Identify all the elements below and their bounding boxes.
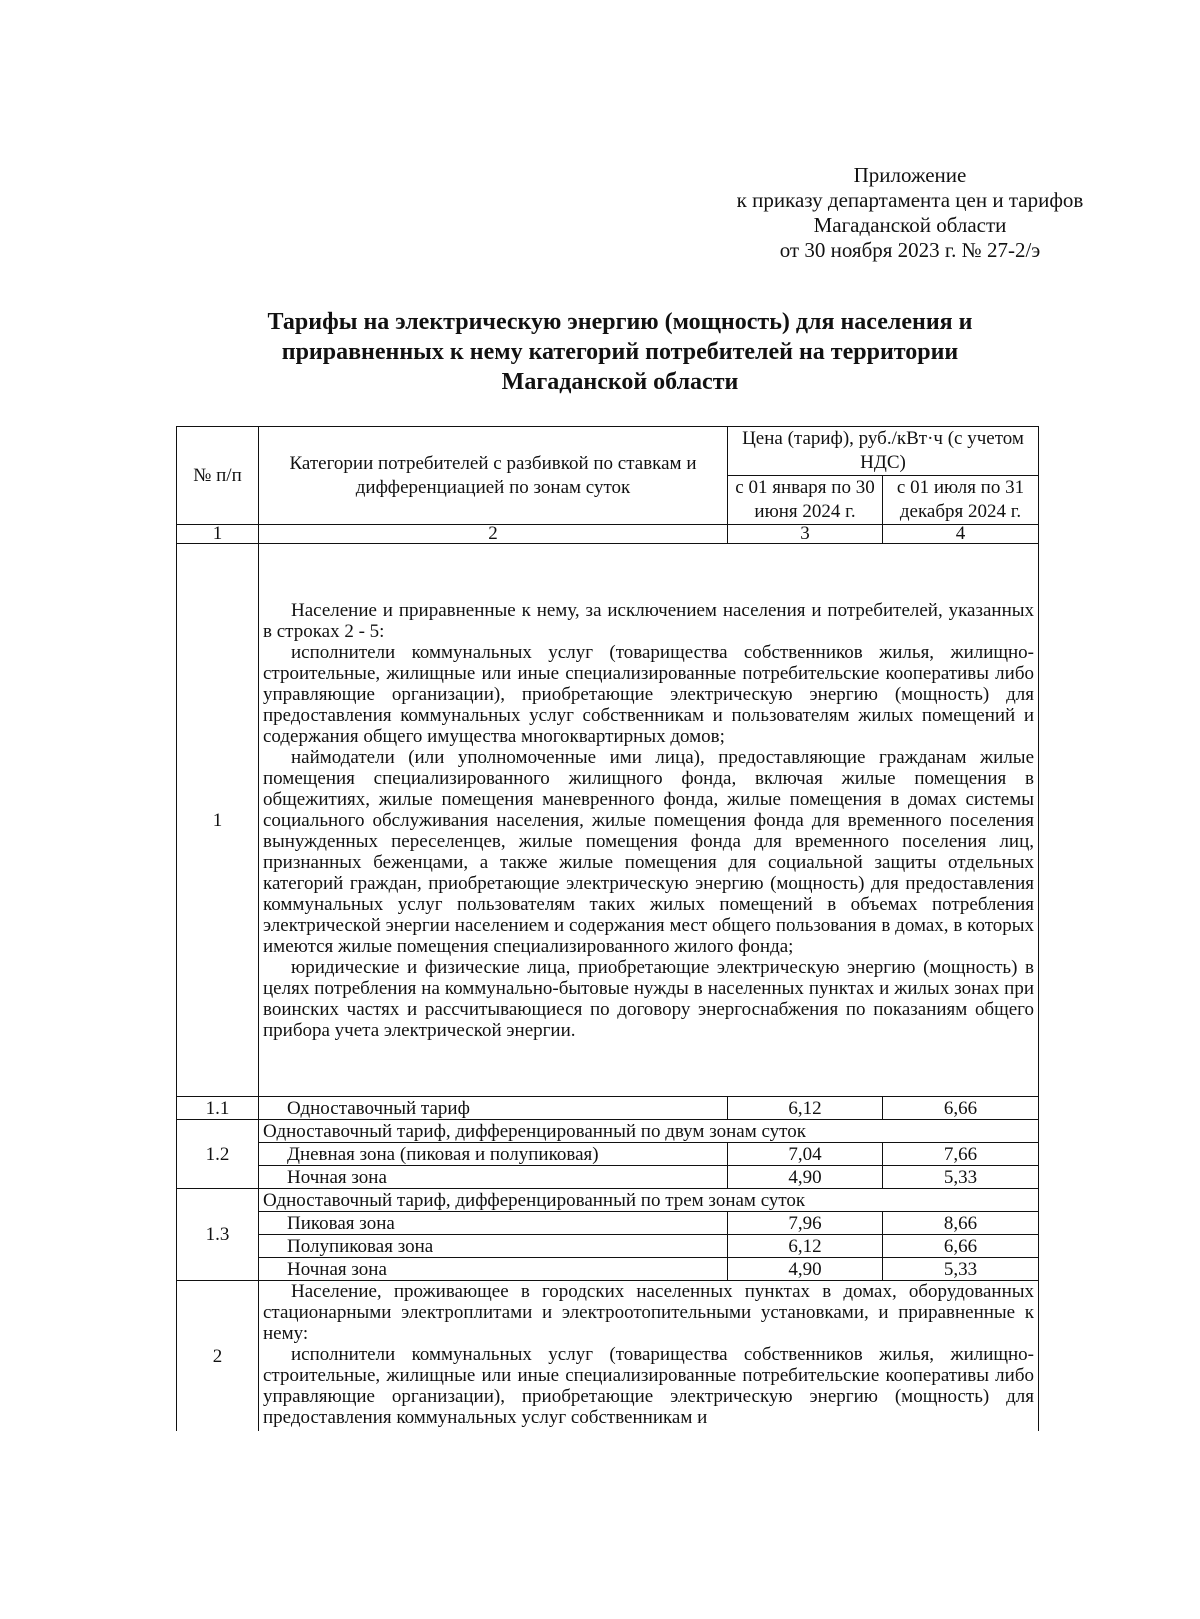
paragraph: исполнители коммунальных услуг (товарищества собственников жилья, жилищно-строительные, жилищные или иные специализированные потребительские кооперативы либо управляющие организации), приобретающие электрическую энергию (мощность) для предоставления коммунальных услуг собственникам и bbox=[263, 1344, 1035, 1428]
zone-value-1: 7,04 bbox=[728, 1143, 883, 1166]
zone-label: Пиковая зона bbox=[259, 1212, 728, 1235]
header-period-2: с 01 июля по 31 декабря 2024 г. bbox=[883, 476, 1039, 525]
paragraph: Население, проживающее в городских населенных пунктах в домах, оборудованных стационарными электроплитами и электроотопительными установками, и приравненные к нему: bbox=[263, 1281, 1035, 1344]
header-price: Цена (тариф), руб./кВт·ч (с учетом НДС) bbox=[728, 427, 1039, 476]
table-index-row bbox=[177, 525, 1039, 544]
index-cell: 3 bbox=[728, 525, 883, 544]
table-row bbox=[177, 1120, 1039, 1143]
index-cell: 1 bbox=[177, 525, 259, 544]
zone-label: Ночная зона bbox=[259, 1258, 728, 1281]
index-cell: 2 bbox=[259, 525, 728, 544]
paragraph: исполнители коммунальных услуг (товарищества собственников жилья, жилищно-строительные, жилищные или иные специализированные потребительские кооперативы либо управляющие организации), приобретающие электрическую энергию (мощность) для предоставления коммунальных услуг собственникам и пользователям жилых помещений и содержания общего имущества многоквартирных домов; bbox=[263, 641, 1035, 747]
row-description bbox=[259, 1281, 1039, 1432]
table-row bbox=[177, 1097, 1039, 1120]
title-line-2: приравненных к нему категорий потребителей на территории bbox=[281, 339, 959, 365]
paragraph: Население и приравненные к нему, за исключением населения и потребителей, указанных в строках 2 - 5: bbox=[263, 599, 1035, 642]
row-num: 2 bbox=[177, 1281, 259, 1432]
header-period-1: с 01 января по 30 июня 2024 г. bbox=[728, 476, 883, 525]
index-cell: 4 bbox=[883, 525, 1039, 544]
row-description bbox=[259, 544, 1039, 1097]
row-num: 1.2 bbox=[177, 1120, 259, 1189]
paragraph: юридические и физические лица, приобретающие электрическую энергию (мощность) в целях потребления на коммунально-бытовые нужды в населенных пунктах и жилых зонах при воинских частях и рассчитывающиеся по договору энергоснабжения по показаниям общего прибора учета электрической энергии. bbox=[263, 956, 1035, 1041]
table-row bbox=[177, 1235, 1039, 1258]
rate-value-2: 6,66 bbox=[883, 1097, 1039, 1120]
table-header-row bbox=[177, 427, 1039, 476]
header-category: Категории потребителей с разбивкой по ставкам и дифференциацией по зонам суток bbox=[259, 427, 728, 525]
table-row bbox=[177, 1143, 1039, 1166]
table-row bbox=[177, 1166, 1039, 1189]
zone-value-1: 4,90 bbox=[728, 1166, 883, 1189]
table-row bbox=[177, 1258, 1039, 1281]
header-line-3: Магаданской области bbox=[813, 213, 1007, 237]
row-num: 1.3 bbox=[177, 1189, 259, 1281]
zone-value-1: 6,12 bbox=[728, 1235, 883, 1258]
row-num: 1 bbox=[177, 544, 259, 1097]
zone-label: Дневная зона (пиковая и полупиковая) bbox=[259, 1143, 728, 1166]
table-row bbox=[177, 1212, 1039, 1235]
zone-value-2: 8,66 bbox=[883, 1212, 1039, 1235]
zone-value-2: 5,33 bbox=[883, 1166, 1039, 1189]
header-line-4: от 30 ноября 2023 г. № 27-2/э bbox=[779, 238, 1041, 262]
title-line-1: Тарифы на электрическую энергию (мощность) для населения и bbox=[267, 309, 973, 335]
paragraph: наймодатели (или уполномоченные ими лица), предоставляющие гражданам жилые помещения специализированного жилищного фонда, включая жилые помещения в общежитиях, жилые помещения маневренного фонда, жилые помещения в домах системы социального обслуживания населения, жилые помещения фонда для временного поселения вынужденных переселенцев, жилые помещения фонда для временного поселения лиц, признанных беженцами, а также жилые помещения для социальной защиты отдельных категорий граждан, приобретающие электрическую энергию (мощность) для предоставления коммунальных услуг пользователям таких жилых помещений в объемах потребления электрической энергии населением и содержания мест общего пользования в домах, в которых имеются жилые помещения специализированного жилого фонда; bbox=[263, 746, 1035, 957]
rate-label: Одноставочный тариф bbox=[259, 1097, 728, 1120]
header-line-1: Приложение bbox=[853, 163, 967, 187]
table-row bbox=[177, 1189, 1039, 1212]
zone-label: Ночная зона bbox=[259, 1166, 728, 1189]
zone-value-2: 7,66 bbox=[883, 1143, 1039, 1166]
table-row bbox=[177, 1281, 1039, 1432]
zone-value-1: 4,90 bbox=[728, 1258, 883, 1281]
header-num: № п/п bbox=[177, 427, 259, 525]
zone-value-2: 5,33 bbox=[883, 1258, 1039, 1281]
tariff-table bbox=[176, 426, 1039, 1431]
zone-value-2: 6,66 bbox=[883, 1235, 1039, 1258]
rate-group-label: Одноставочный тариф, дифференцированный по двум зонам суток bbox=[259, 1120, 1039, 1143]
table-row bbox=[177, 544, 1039, 1097]
row-num: 1.1 bbox=[177, 1097, 259, 1120]
document-title bbox=[180, 307, 1060, 397]
header-line-2: к приказу департамента цен и тарифов bbox=[736, 188, 1084, 212]
document-header bbox=[700, 163, 1120, 263]
rate-group-label: Одноставочный тариф, дифференцированный по трем зонам суток bbox=[259, 1189, 1039, 1212]
zone-label: Полупиковая зона bbox=[259, 1235, 728, 1258]
zone-value-1: 7,96 bbox=[728, 1212, 883, 1235]
title-line-3: Магаданской области bbox=[501, 369, 739, 395]
rate-value-1: 6,12 bbox=[728, 1097, 883, 1120]
